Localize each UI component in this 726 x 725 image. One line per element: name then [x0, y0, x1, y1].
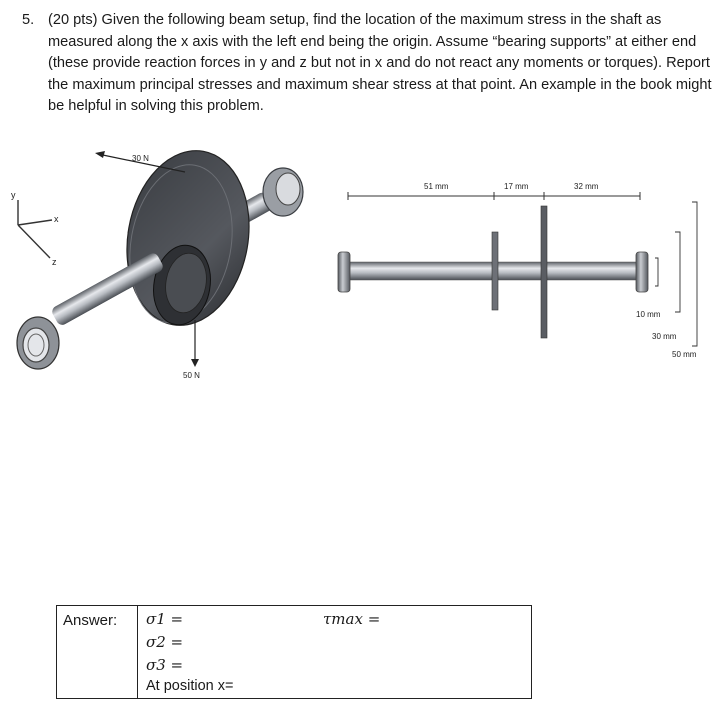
left-cap-inner — [23, 328, 49, 362]
dia-30mm: 30 mm — [652, 332, 677, 341]
answer-box — [56, 605, 532, 699]
sigma3-field[interactable]: σ3 = — [146, 656, 184, 674]
beam-figure-svg — [0, 140, 726, 390]
force-50n-label: 50 N — [183, 371, 200, 380]
dia-10-bracket — [655, 258, 658, 286]
dim-32mm: 32 mm — [574, 182, 599, 191]
side-left-cap — [338, 252, 350, 292]
tau-max-field[interactable]: τmax = — [323, 610, 381, 628]
dim-51mm: 51 mm — [424, 182, 449, 191]
axis-x-label: x — [54, 214, 59, 224]
dia-50-bracket — [692, 202, 697, 346]
problem-number: 5. — [22, 12, 35, 28]
iso-left-bearing — [17, 317, 59, 369]
side-shaft — [338, 206, 648, 338]
axis-z-line — [18, 225, 50, 258]
answer-divider — [137, 606, 138, 698]
answer-label: Answer: — [63, 612, 118, 629]
axis-z-label: z — [52, 257, 57, 267]
force-30n-arrowhead — [95, 151, 105, 158]
dia-50mm: 50 mm — [672, 350, 697, 359]
right-cap-inner — [276, 173, 300, 205]
sigma1-field[interactable]: σ1 = — [146, 610, 184, 628]
dia-30-bracket — [675, 232, 680, 312]
force-50n — [183, 320, 200, 380]
beam-figure — [0, 140, 726, 390]
axis-x-line — [18, 220, 52, 225]
problem-statement — [22, 10, 712, 118]
sigma2-field[interactable]: σ2 = — [146, 633, 184, 651]
side-small-gear — [492, 232, 498, 310]
force-30n-label: 30 N — [132, 154, 149, 163]
side-large-gear — [541, 206, 547, 338]
force-50n-arrowhead — [191, 359, 199, 367]
problem-text: (20 pts) Given the following beam setup, find the location of the maximum stress in the shaft as measured along the x axis with the left end being the origin. Assume “bearing supports” at either end (these provide reaction forces in y and z but not in x and do not react any moments or torques). Report the maximum principal stresses and maximum shear stress at that point. An example in the book might be helpful in solving this problem. — [48, 12, 712, 114]
side-dimensions — [348, 182, 640, 200]
axes-triad — [11, 190, 59, 267]
iso-right-bearing — [263, 168, 303, 216]
dia-10mm: 10 mm — [636, 310, 661, 319]
position-field[interactable]: At position x= — [146, 678, 234, 694]
side-right-cap — [636, 252, 648, 292]
axis-y-label: y — [11, 190, 16, 200]
dim-17mm: 17 mm — [504, 182, 529, 191]
